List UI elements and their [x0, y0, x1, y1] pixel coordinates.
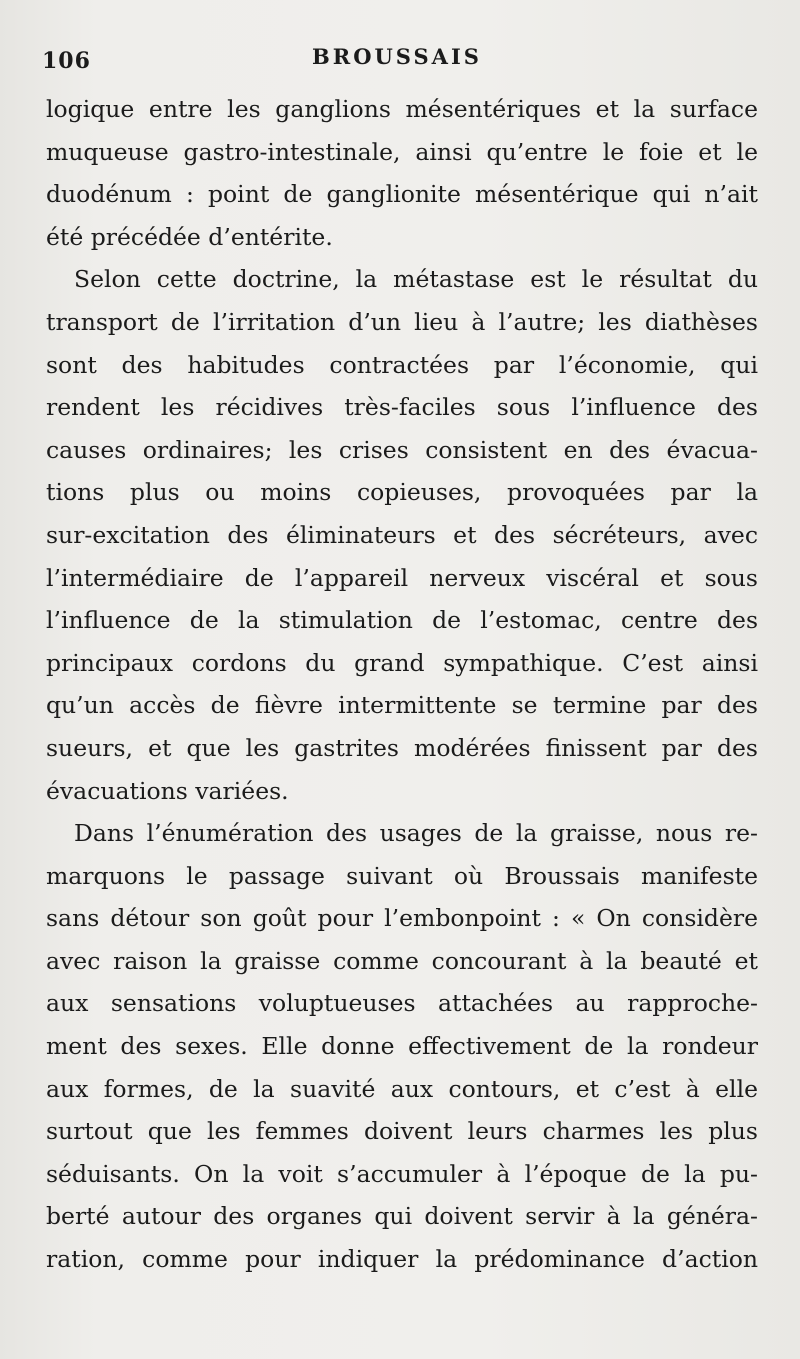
- text-line: sans détour son goût pour l’embonpoint : « On considère: [46, 904, 758, 933]
- paragraph-first-line: Dans l’énumération des usages de la graisse, nous re-: [74, 819, 758, 848]
- text-line: sur-excitation des éliminateurs et des sécréteurs, avec: [46, 520, 758, 549]
- text-line: sueurs, et que les gastrites modérées finissent par des: [46, 733, 758, 762]
- text-line: tions plus ou moins copieuses, provoquées par la: [46, 478, 758, 507]
- text-line: duodénum : point de ganglionite mésentérique qui n’ait: [46, 180, 758, 209]
- text-line: surtout que les femmes doivent leurs charmes les plus: [46, 1117, 758, 1146]
- text-line: principaux cordons du grand sympathique. C’est ainsi: [46, 648, 758, 677]
- text-line: muqueuse gastro-intestinale, ainsi qu’entre le foie et le: [46, 137, 758, 166]
- text-line: rendent les récidives très-faciles sous l’influence des: [46, 393, 758, 422]
- paragraph-first-line: Selon cette doctrine, la métastase est le résultat du: [74, 265, 758, 294]
- text-line: logique entre les ganglions mésentériques et la surface: [46, 95, 758, 123]
- text-line: avec raison la graisse comme concourant à la beauté et: [46, 946, 758, 975]
- text-line: marquons le passage suivant où Broussais manifeste: [46, 861, 758, 890]
- text-line: causes ordinaires; les crises consistent en des évacua-: [46, 435, 758, 464]
- text-line: ration, comme pour indiquer la prédominance d’action: [46, 1245, 758, 1274]
- text-line: l’intermédiaire de l’appareil nerveux viscéral et sous: [46, 563, 758, 592]
- text-line: ment des sexes. Elle donne effectivement de la rondeur: [46, 1032, 758, 1061]
- text-line: berté autour des organes qui doivent servir à la généra-: [46, 1202, 758, 1231]
- text-line: aux sensations voluptueuses attachées au rapproche-: [46, 989, 758, 1018]
- body-text: [46, 88, 758, 1281]
- text-line: séduisants. On la voit s’accumuler à l’époque de la pu-: [46, 1159, 758, 1188]
- text-line: sont des habitudes contractées par l’économie, qui: [46, 350, 758, 379]
- text-line: transport de l’irritation d’un lieu à l’autre; les diathèses: [46, 307, 758, 336]
- text-line: aux formes, de la suavité aux contours, et c’est à elle: [46, 1074, 758, 1103]
- text-line: l’influence de la stimulation de l’estomac, centre des: [46, 606, 758, 635]
- page-number: 106: [42, 48, 91, 74]
- page-header: [42, 40, 762, 80]
- text-line: qu’un accès de fièvre intermittente se termine par des: [46, 691, 758, 720]
- text-line: évacuations variées.: [46, 776, 289, 805]
- text-line: été précédée d’entérite.: [46, 222, 333, 251]
- running-head: BROUSSAIS: [312, 44, 482, 69]
